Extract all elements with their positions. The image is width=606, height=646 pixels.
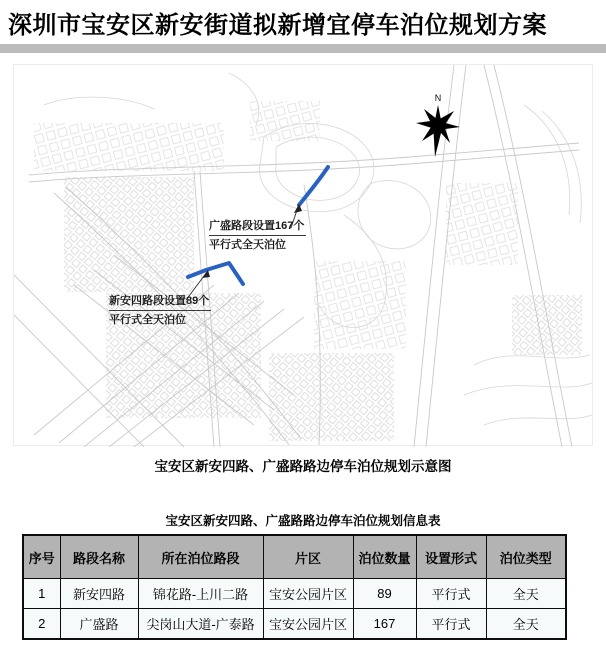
cell-space-count: 89	[353, 579, 416, 609]
header-road-name: 路段名称	[60, 535, 138, 579]
table-row	[23, 609, 566, 640]
table-title: 宝安区新安四路、广盛路路边停车泊位规划信息表	[165, 514, 441, 528]
annotation-guangsheng	[209, 221, 306, 251]
cell-district: 宝安公园片区	[263, 609, 353, 640]
cell-space-type: 全天	[486, 609, 566, 640]
header-space-type: 泊位类型	[486, 535, 566, 579]
annotation-guangsheng-line2: 平行式全天泊位	[209, 239, 286, 251]
cell-space-count: 167	[353, 609, 416, 640]
header-district: 片区	[263, 535, 353, 579]
cell-space-type: 全天	[486, 579, 566, 609]
table-row	[23, 579, 566, 609]
header-space-count: 泊位数量	[353, 535, 416, 579]
cell-road-name: 新安四路	[60, 579, 138, 609]
map-city-blocks	[34, 101, 582, 441]
header-layout-type: 设置形式	[416, 535, 486, 579]
title-divider-bar	[0, 44, 606, 53]
header-road-section: 所在泊位路段	[138, 535, 263, 579]
guangsheng-road-segment	[299, 167, 328, 205]
cell-layout-type: 平行式	[416, 579, 486, 609]
map-artwork	[14, 65, 594, 447]
cell-road-name: 广盛路	[60, 609, 138, 640]
xinan-4th-road-segment	[188, 263, 243, 284]
table-header-row	[23, 535, 566, 579]
cell-serial: 2	[23, 609, 60, 640]
map-caption: 宝安区新安四路、广盛路路边停车泊位规划示意图	[154, 459, 452, 474]
annotation-guangsheng-line1: 广盛路段设置167个	[209, 221, 306, 236]
page-title: 深圳市宝安区新安街道拟新增宜停车泊位规划方案	[8, 12, 547, 39]
compass-icon	[416, 105, 460, 157]
annotation-xinan4-line1: 新安四路段设置89个	[109, 296, 211, 311]
header-serial: 序号	[23, 535, 60, 579]
parking-info-table	[22, 534, 567, 640]
cell-road-section: 锦花路-上川二路	[138, 579, 263, 609]
annotation-xinan4	[109, 296, 211, 326]
annotation-xinan4-line2: 平行式全天泊位	[109, 314, 186, 326]
compass-north-letter: N	[434, 93, 442, 103]
cell-road-section: 尖岗山大道-广泰路	[138, 609, 263, 640]
cell-serial: 1	[23, 579, 60, 609]
planning-map	[13, 64, 593, 446]
cell-district: 宝安公园片区	[263, 579, 353, 609]
cell-layout-type: 平行式	[416, 609, 486, 640]
